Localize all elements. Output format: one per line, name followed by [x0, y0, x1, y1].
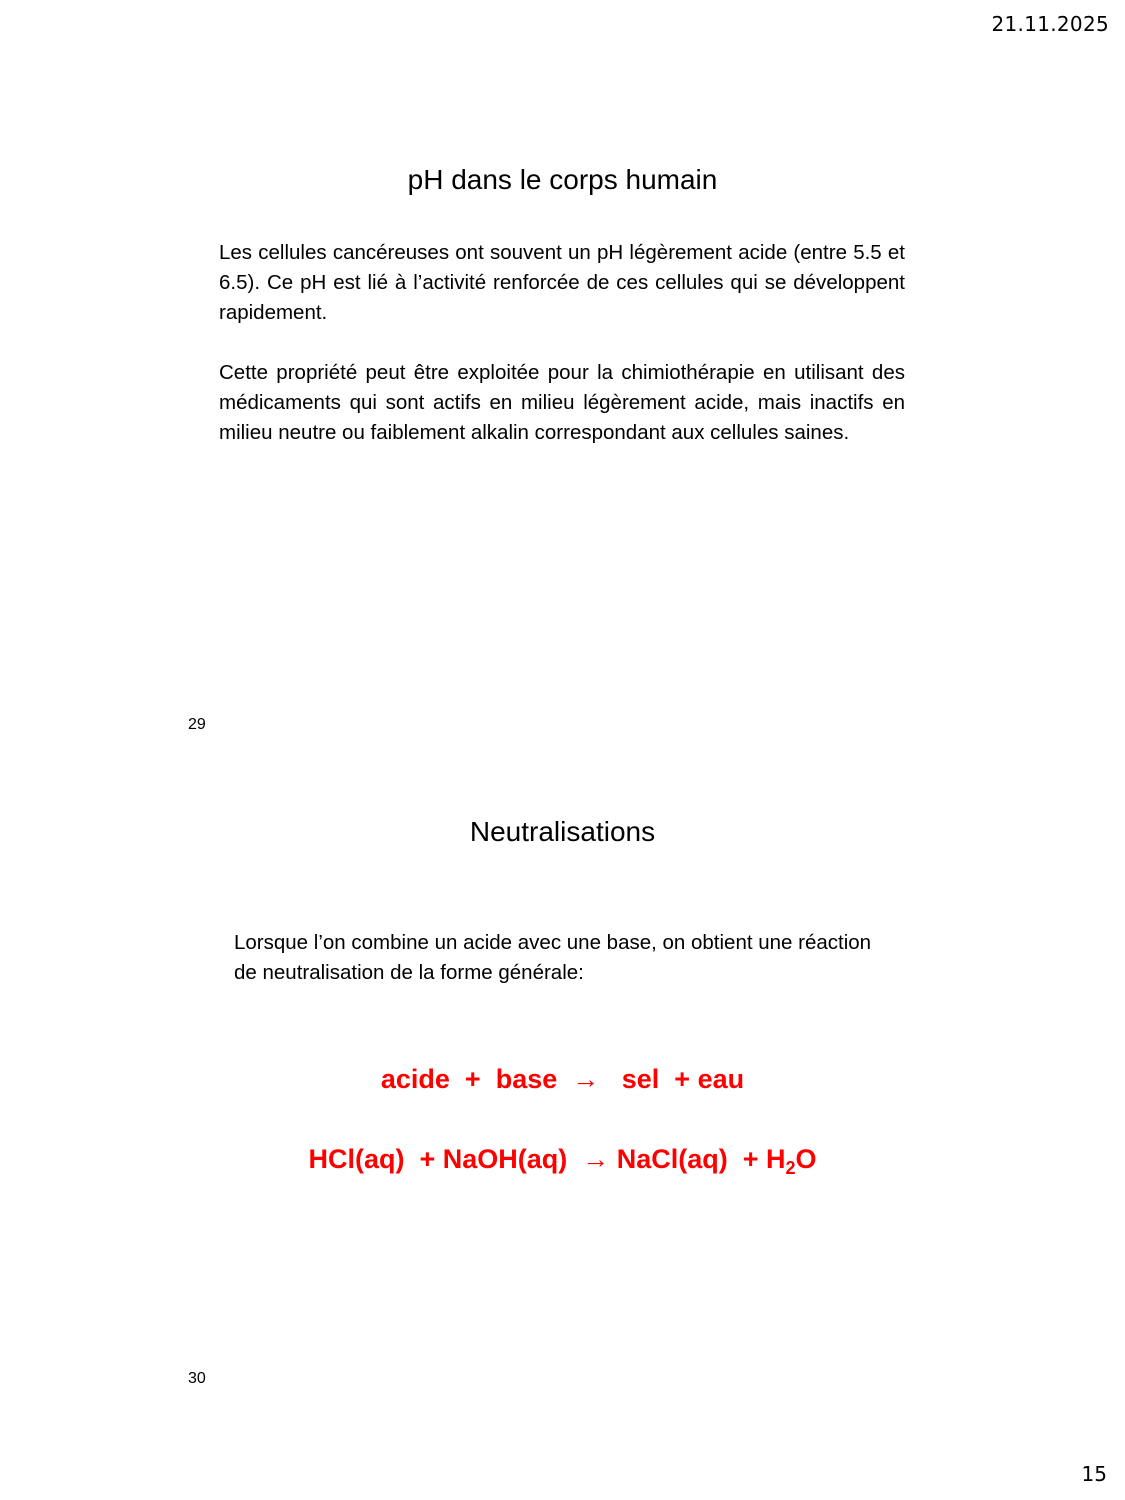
slide-title: pH dans le corps humain [407, 164, 718, 195]
slide-number: 30 [188, 1370, 206, 1387]
equation-right: NaCl(aq) + H [609, 1144, 786, 1174]
document-date: 21.11.2025 [991, 12, 1109, 36]
paragraph-cancer-cells: Les cellules cancéreuses ont souvent un pH légèrement acide (entre 5.5 et 6.5). Ce pH est lié à l’activité renforcée de ces cellules qui se développent rapidement. [219, 241, 905, 324]
slide-title: Neutralisations [469, 816, 656, 847]
equation-suffix: O [795, 1144, 817, 1174]
paragraph-neutralisation-intro: Lorsque l’on combine un acide avec une base, on obtient une réaction de neutralisation de la forme générale: [234, 931, 872, 984]
arrow-icon: → [572, 1064, 600, 1094]
general-equation [0, 1064, 1125, 1095]
slide-number: 29 [188, 716, 206, 733]
water-subscript: 2 [785, 1158, 796, 1178]
equation-right: sel + eau [599, 1064, 745, 1094]
equation-left: acide + base [380, 1064, 573, 1094]
slide-neutralisations [0, 800, 1125, 1400]
example-equation [0, 1144, 1125, 1179]
equation-left: HCl(aq) + NaOH(aq) [308, 1144, 583, 1174]
arrow-icon: → [582, 1144, 610, 1174]
page-number: 15 [1081, 1462, 1107, 1486]
paragraph-chemotherapy: Cette propriété peut être exploitée pour la chimiothérapie en utilisant des médicaments qui sont actifs en milieu légèrement acide, mais inactifs en milieu neutre ou faiblement alkalin correspondant aux cellules saines. [219, 361, 905, 444]
slide-ph-body [0, 150, 1125, 750]
